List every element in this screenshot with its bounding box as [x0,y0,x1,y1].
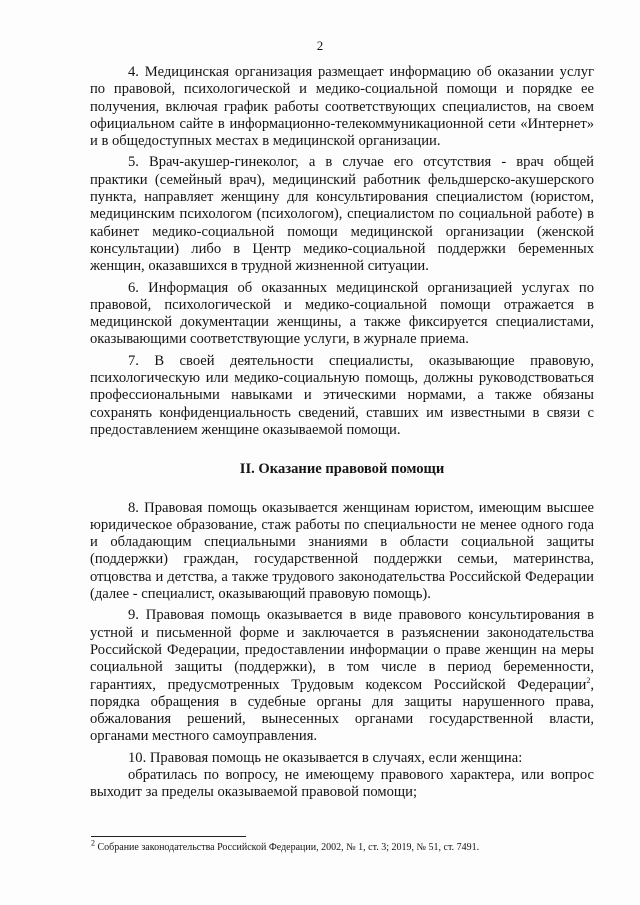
footnote [91,838,591,854]
paragraph-9-text-b: , порядка обращения в судебные органы для защиты нарушенного права, обжалования решений, вынесенных органами государственной власти, органами местного самоуправления. [90,676,594,745]
document-body [90,64,594,802]
footnote-marker: 2 [91,838,95,848]
page-number: 2 [316,38,324,53]
section-heading: II. Оказание правовой помощи [239,461,445,478]
paragraph-7: 7. В своей деятельности специалисты, оказывающие правовую, психологическую или медико-социальную помощь, должны руководствоваться профессиональными навыками и этическими нормами, а также обязаны сохранять конфиденциальность сведений, ставших им известными в связи с предоставлением женщине оказываемой помощи. [90,352,594,438]
footnote-divider [91,836,246,837]
footnote-reference: 2 [586,675,591,685]
paragraph-6: 6. Информация об оказанных медицинской организацией услугах по правовой, психологической и медико-социальной помощи отражается в медицинской документации женщины, а также фиксируется специалистами, оказывающими соответствующие услуги, в журнале приема. [90,279,594,348]
paragraph-8: 8. Правовая помощь оказывается женщинам юристом, имеющим высшее юридическое образование, стаж работы по специальности не менее одного года и обладающим специальными знаниями в области социальной защиты (поддержки) граждан, государственной поддержки семьи, материнства, отцовства и детства, а также трудового законодательства Российской Федерации (далее - специалист, оказывающий правовую помощь). [90,499,594,603]
footnote-text: Собрание законодательства Российской Федерации, 2002, № 1, ст. 3; 2019, № 51, ст. 7491. [95,842,480,853]
paragraph-9-text-a: 9. Правовая помощь оказывается в виде правового консультирования в устной и письменной форме и заключается в разъяснении законодательства Российской Федерации, предоставлении информации о праве женщин на меры социальной защиты (поддержки), в том числе в период беременности, гарантиях, предусмотренных Трудовым кодексом Российской Федерации [90,607,594,693]
paragraph-5: 5. Врач-акушер-гинеколог, а в случае его отсутствия - врач общей практики (семейный врач), медицинский работник фельдшерско-акушерского пункта, направляет женщину для консультирования специалистом (юристом, медицинским психологом (психологом), специалистом по социальной работе) в кабинет медико-социальной помощи медицинской организации (женской консультации) либо в Центр медико-социальной поддержки беременных женщин, оказавшихся в трудной жизненной ситуации. [90,154,594,275]
paragraph-4: 4. Медицинская организация размещает информацию об оказании услуг по правовой, психологической и медико-социальной помощи и порядке ее получения, включая график работы соответствующих специалистов, на своем официальном сайте в информационно-телекоммуникационной сети «Интернет» и в общедоступных местах в медицинской организации. [90,64,594,150]
paragraph-10-item: обратилась по вопросу, не имеющему правового характера, или вопрос выходит за пределы оказываемой правовой помощи; [90,766,594,801]
paragraph-9 [90,607,594,745]
paragraph-10: 10. Правовая помощь не оказывается в случаях, если женщина: [128,749,523,766]
